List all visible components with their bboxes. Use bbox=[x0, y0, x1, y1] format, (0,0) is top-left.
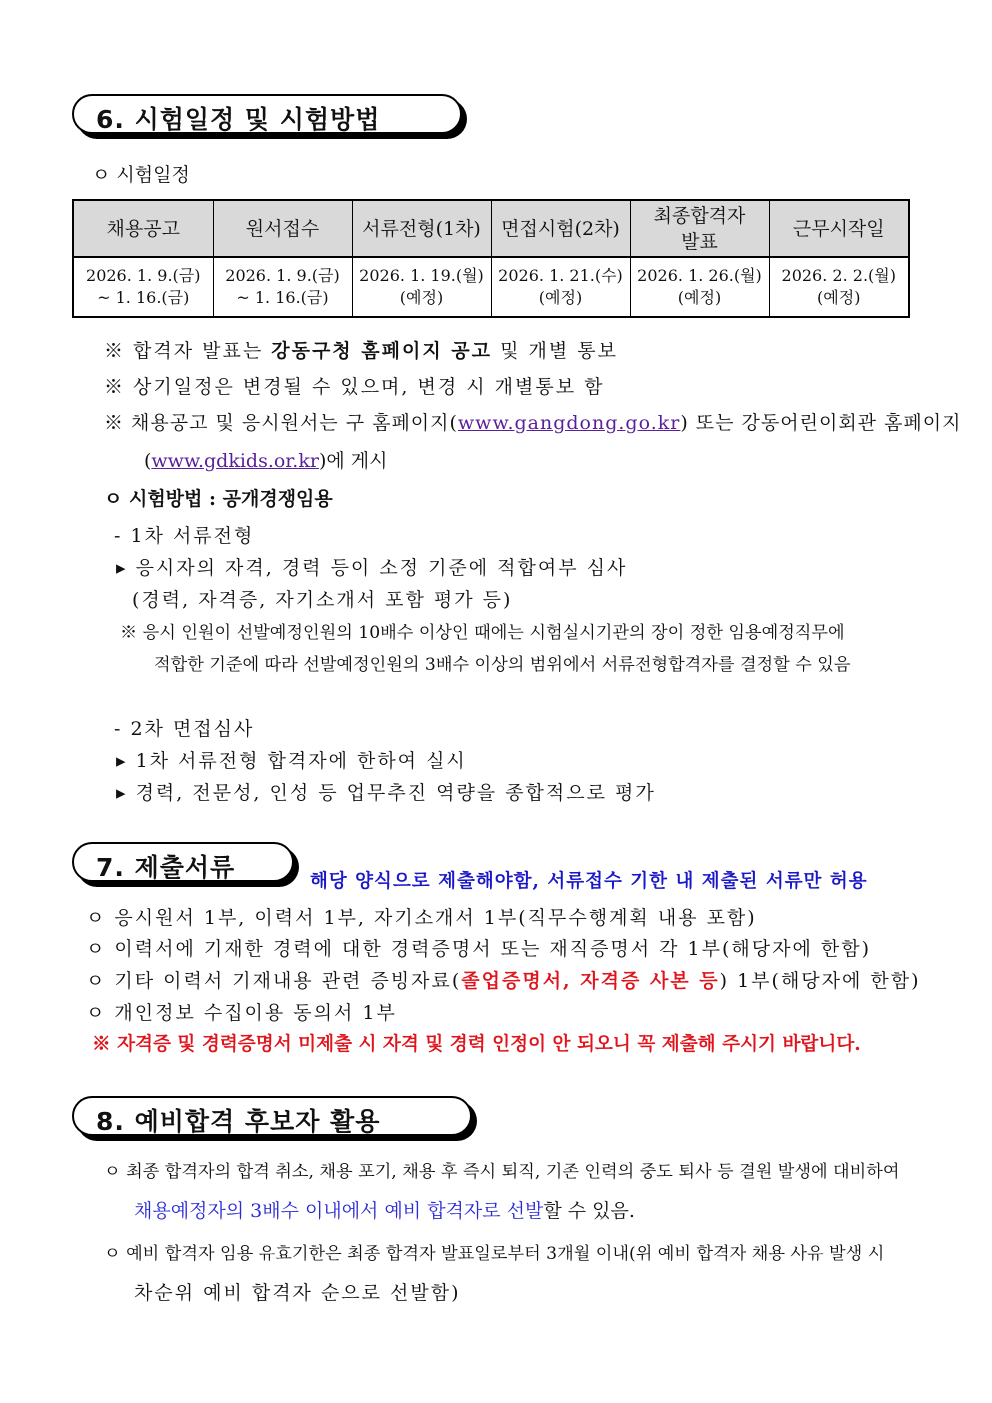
reserve-paragraph-1-cont: 채용예정자의 3배수 이내에서 예비 합격자로 선발할 수 있음. bbox=[134, 1200, 635, 1222]
table-header-cell: 서류전형(1차) bbox=[352, 200, 491, 257]
reserve-paragraph-2-cont: 차순위 예비 합격자 순으로 선발함) bbox=[134, 1282, 461, 1304]
document-item: ㅇ 개인정보 수집이용 동의서 1부 bbox=[86, 1002, 397, 1024]
section-7-title: 7. 제출서류 bbox=[96, 853, 236, 882]
stage1-note-cont: 적합한 기준에 따라 선발예정인원의 3배수 이상의 범위에서 서류전형합격자를 결정할 수 있음 bbox=[154, 655, 851, 675]
table-header-cell: 최종합격자 발표 bbox=[630, 200, 769, 257]
stage1-heading: - 1차 서류전형 bbox=[114, 525, 255, 547]
submission-warning: ※ 자격증 및 경력증명서 미제출 시 자격 및 경력 인정이 안 되오니 꼭 제출해 주시기 바랍니다. bbox=[92, 1034, 861, 1055]
note-homepage: ※ 채용공고 및 응시원서는 구 홈페이지(www.gangdong.go.kr) 또는 강동어린이회관 홈페이지 bbox=[104, 412, 962, 434]
gdkids-homepage-link[interactable]: www.gdkids.or.kr bbox=[151, 450, 319, 472]
table-cell: 2026. 2. 2.(월) (예정) bbox=[769, 257, 909, 317]
reserve-paragraph-1: ㅇ 최종 합격자의 합격 취소, 채용 포기, 채용 후 즉시 퇴직, 기존 인력의 중도 퇴사 등 결원 발생에 대비하여 bbox=[104, 1162, 900, 1182]
stage1-note: ※ 응시 인원이 선발예정인원의 10배수 이상인 때에는 시험실시기관의 장이 정한 임용예정직무에 bbox=[120, 623, 845, 643]
schedule-label: ㅇ 시험일정 bbox=[92, 164, 190, 186]
table-cell: 2026. 1. 26.(월) (예정) bbox=[630, 257, 769, 317]
table-header-cell: 채용공고 bbox=[73, 200, 213, 257]
document-item: ㅇ 응시원서 1부, 이력서 1부, 자기소개서 1부(직무수행계획 내용 포함) bbox=[86, 907, 757, 929]
table-cell: 2026. 1. 19.(월) (예정) bbox=[352, 257, 491, 317]
section-8-title: 8. 예비합격 후보자 활용 bbox=[96, 1107, 381, 1136]
section-7-subtitle: 해당 양식으로 제출해야함, 서류접수 기한 내 제출된 서류만 허용 bbox=[310, 871, 868, 892]
document-item: ㅇ 이력서에 기재한 경력에 대한 경력증명서 또는 재직증명서 각 1부(해당자에 한함) bbox=[86, 938, 871, 960]
method-label: ㅇ 시험방법 : 공개경쟁임용 bbox=[104, 488, 333, 510]
note-announcement: ※ 합격자 발표는 강동구청 홈페이지 공고 및 개별 통보 bbox=[104, 340, 618, 362]
schedule-table bbox=[72, 199, 910, 318]
table-header-cell: 근무시작일 bbox=[769, 200, 909, 257]
document-item: ㅇ 기타 이력서 기재내용 관련 증빙자료(졸업증명서, 자격증 사본 등) 1부(해당자에 한함) bbox=[86, 970, 921, 992]
table-cell: 2026. 1. 9.(금) ~ 1. 16.(금) bbox=[73, 257, 213, 317]
table-header-cell: 면접시험(2차) bbox=[491, 200, 630, 257]
table-cell: 2026. 1. 21.(수) (예정) bbox=[491, 257, 630, 317]
gangdong-homepage-link[interactable]: www.gangdong.go.kr bbox=[457, 412, 681, 434]
table-cell: 2026. 1. 9.(금) ~ 1. 16.(금) bbox=[213, 257, 352, 317]
section-6-title: 6. 시험일정 및 시험방법 bbox=[96, 105, 381, 134]
reserve-paragraph-2: ㅇ 예비 합격자 임용 유효기한은 최종 합격자 발표일로부터 3개월 이내(위 예비 합격자 채용 사유 발생 시 bbox=[104, 1244, 885, 1264]
table-header-row bbox=[73, 200, 909, 257]
stage1-item: ▸ 응시자의 자격, 경력 등이 소정 기준에 적합여부 심사 bbox=[116, 557, 628, 579]
stage2-item: ▸ 1차 서류전형 합격자에 한하여 실시 bbox=[116, 750, 467, 772]
table-header-cell: 원서접수 bbox=[213, 200, 352, 257]
note-schedule-change: ※ 상기일정은 변경될 수 있으며, 변경 시 개별통보 함 bbox=[104, 376, 605, 398]
stage2-heading: - 2차 면접심사 bbox=[114, 718, 255, 740]
table-row bbox=[73, 257, 909, 317]
stage2-item: ▸ 경력, 전문성, 인성 등 업무추진 역량을 종합적으로 평가 bbox=[116, 782, 656, 804]
stage1-item-detail: (경력, 자격증, 자기소개서 포함 평가 등) bbox=[132, 589, 513, 611]
note-homepage-cont: (www.gdkids.or.kr)에 게시 bbox=[144, 450, 388, 472]
